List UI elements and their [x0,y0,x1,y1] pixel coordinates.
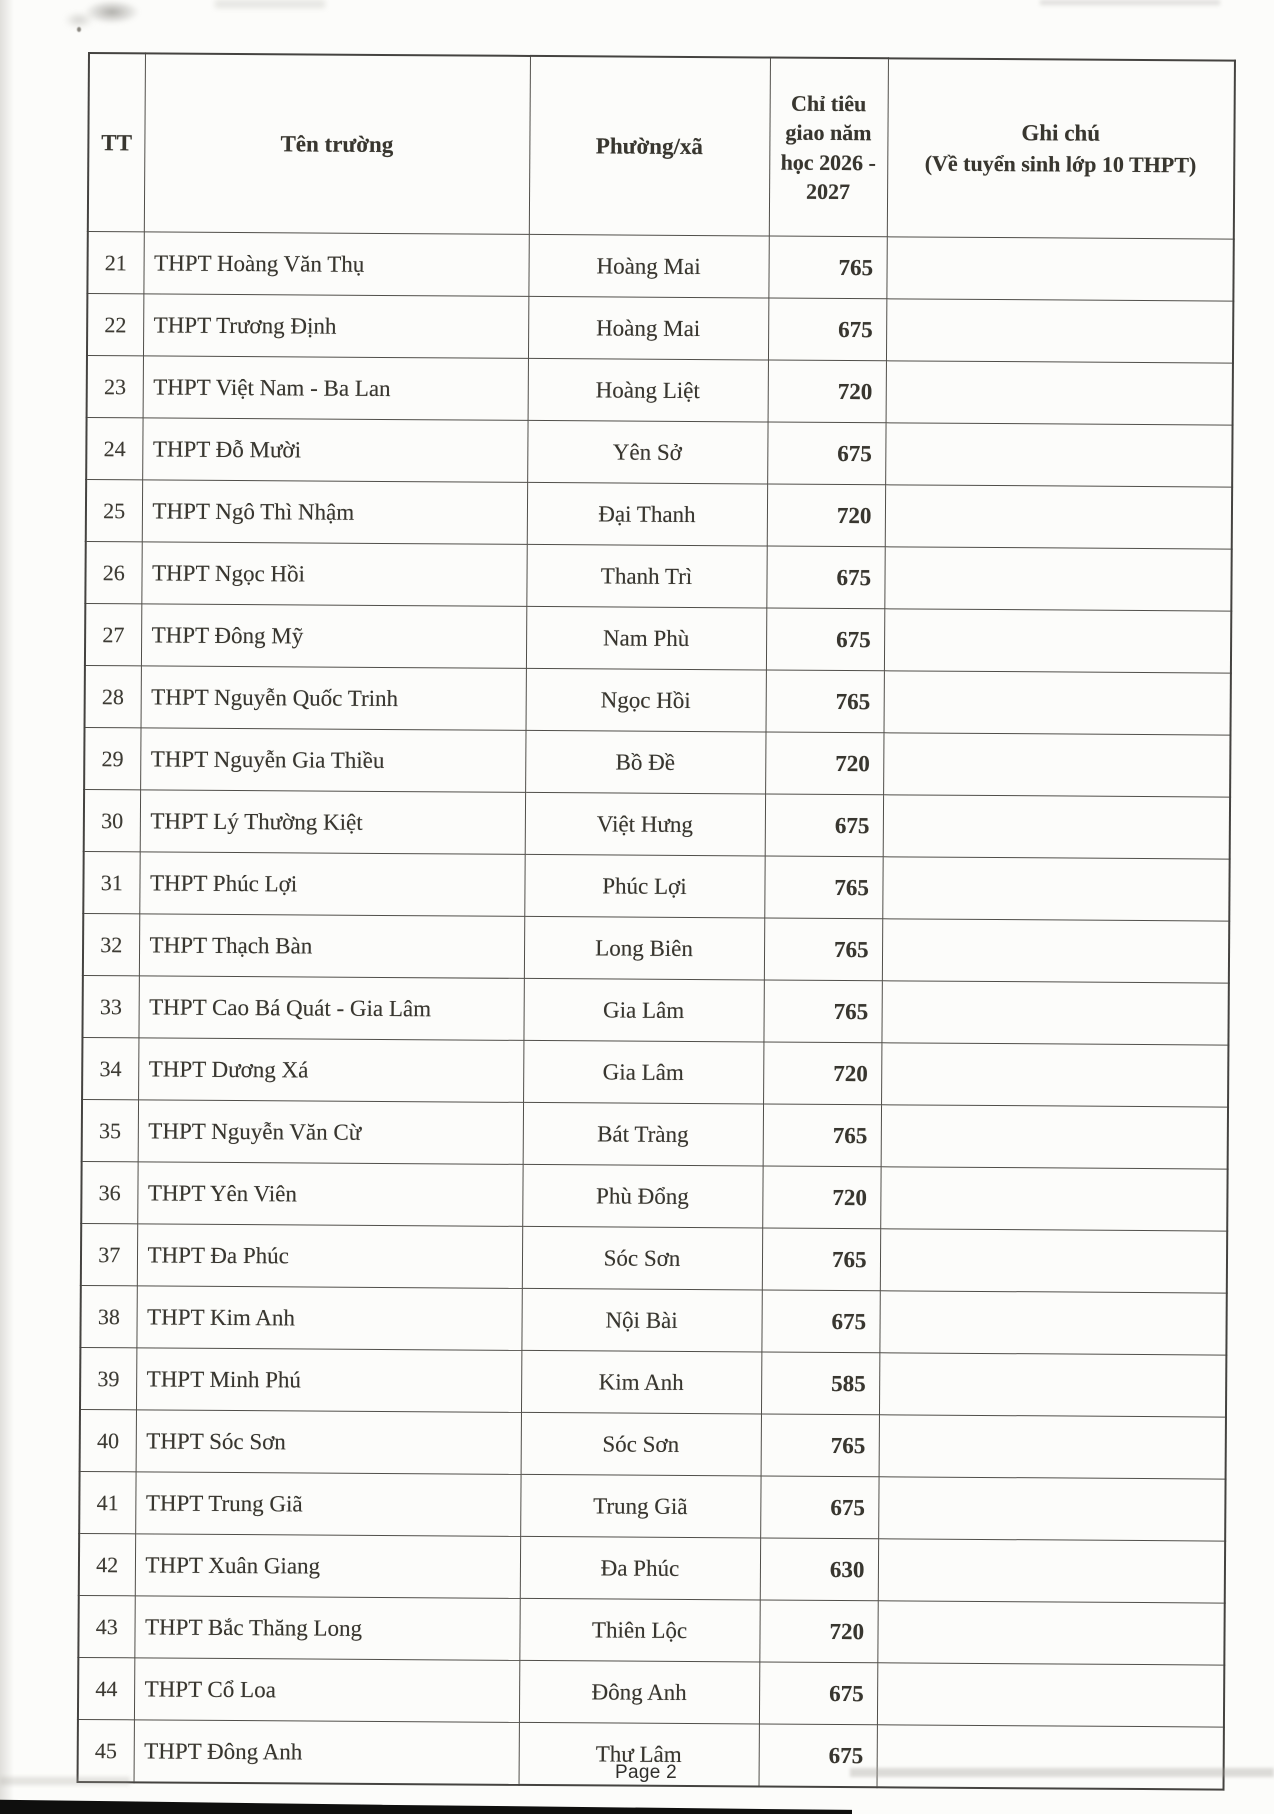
ward-cell: Sóc Sơn [522,1226,762,1290]
note-cell [881,981,1228,1045]
school-name-cell: THPT Nguyễn Quốc Trinh [141,666,526,731]
page-number: Page 2 [614,1762,678,1783]
quota-cell: 675 [766,608,884,671]
school-name-cell: THPT Trương Định [143,294,528,359]
table-row [80,1347,1226,1417]
table-row [84,727,1230,797]
note-cell [885,423,1232,487]
scan-streak [0,1777,130,1785]
row-index-cell: 43 [78,1595,134,1657]
scan-edge-shade [0,0,14,1814]
note-cell [886,299,1233,363]
table-row [85,665,1231,735]
table-row [78,1595,1224,1665]
row-index-cell: 44 [78,1657,134,1719]
table-row [78,1657,1224,1727]
quota-cell: 675 [768,298,886,361]
row-index-cell: 42 [79,1533,135,1595]
ward-cell: Bồ Đề [525,730,765,794]
ward-cell: Thiên Lộc [519,1598,759,1662]
school-name-cell: THPT Đa Phúc [137,1224,522,1289]
ward-cell: Nam Phù [526,606,766,670]
note-cell [879,1291,1226,1355]
table-row [79,1533,1225,1603]
table-row [82,975,1228,1045]
ward-cell: Bát Tràng [523,1102,763,1166]
quota-cell: 675 [759,1724,877,1787]
row-index-cell: 33 [82,975,138,1037]
school-name-cell: THPT Dương Xá [138,1038,523,1103]
header-note [887,58,1235,239]
ward-cell: Đa Phúc [520,1536,760,1600]
quota-cell: 765 [764,856,882,919]
note-cell [884,609,1231,673]
row-index-cell: 31 [83,851,139,913]
school-name-cell: THPT Nguyễn Gia Thiều [140,728,525,793]
row-index-cell: 22 [87,294,143,356]
quota-cell: 720 [765,732,883,795]
quota-cell: 585 [761,1352,879,1415]
header-school-label: Tên trường [280,130,394,157]
table-row [86,417,1232,487]
school-name-cell: THPT Trung Giã [135,1472,520,1537]
quota-cell: 765 [763,1104,881,1167]
note-cell [877,1601,1224,1665]
scan-smudge [215,0,325,8]
enrollment-quota-table [77,52,1236,1791]
ward-cell: Hoàng Mai [528,296,768,360]
ward-cell: Gia Lâm [523,1040,763,1104]
school-name-cell: THPT Cao Bá Quát - Gia Lâm [138,976,523,1041]
note-cell [886,361,1233,425]
school-name-cell: THPT Xuân Giang [135,1534,520,1599]
ward-cell: Long Biên [524,916,764,980]
note-cell [884,547,1231,611]
row-index-cell: 38 [80,1285,136,1347]
note-cell [885,485,1232,549]
quota-cell: 765 [761,1414,879,1477]
school-name-cell: THPT Thạch Bàn [139,914,524,979]
quota-cell: 765 [762,1228,880,1291]
school-name-cell: THPT Đông Mỹ [141,604,526,669]
note-cell [883,795,1230,859]
school-name-cell: THPT Lý Thường Kiệt [140,790,525,855]
table-row [81,1161,1227,1231]
note-cell [878,1539,1225,1603]
ward-cell: Yên Sở [527,420,767,484]
quota-cell: 765 [768,236,886,299]
scan-speck [77,27,81,32]
school-name-cell: THPT Cổ Loa [134,1658,519,1723]
table-row [85,541,1231,611]
school-name-cell: THPT Việt Nam - Ba Lan [143,356,528,421]
quota-cell: 765 [766,670,884,733]
ward-cell: Phù Đổng [522,1164,762,1228]
header-quota-label: Chỉ tiêu giao năm học 2026 - 2027 [780,91,877,204]
ward-cell: Ngọc Hồi [526,668,766,732]
row-index-cell: 25 [86,479,142,541]
ward-cell: Hoàng Liệt [528,358,768,422]
ward-cell: Hoàng Mai [528,234,768,298]
note-cell [877,1663,1224,1727]
note-cell [882,919,1229,983]
scan-smudge [64,12,94,28]
row-index-cell: 37 [81,1223,137,1285]
table-row [79,1471,1225,1541]
table-row [80,1285,1226,1355]
note-cell [880,1229,1227,1293]
quota-cell: 675 [759,1662,877,1725]
quota-cell: 720 [762,1166,880,1229]
table-row [84,789,1230,859]
row-index-cell: 41 [79,1471,135,1533]
note-cell [883,733,1230,797]
row-index-cell: 36 [81,1161,137,1223]
row-index-cell: 27 [85,603,141,665]
table-row [83,913,1229,983]
note-cell [879,1415,1226,1479]
school-name-cell: THPT Nguyễn Văn Cừ [138,1100,523,1165]
row-index-cell: 21 [87,232,143,294]
header-note-title: Ghi chú [1021,120,1101,146]
table-row [83,851,1229,921]
quota-cell: 720 [767,484,885,547]
school-name-cell: THPT Ngọc Hồi [141,542,526,607]
ward-cell: Trung Giã [520,1474,760,1538]
quota-cell: 675 [767,422,885,485]
school-name-cell: THPT Yên Viên [137,1162,522,1227]
note-cell [880,1167,1227,1231]
ward-cell: Sóc Sơn [521,1412,761,1476]
header-tt [88,53,145,232]
row-index-cell: 23 [87,355,143,417]
table-row [82,1037,1228,1107]
row-index-cell: 39 [80,1347,136,1409]
row-index-cell: 24 [86,417,142,479]
school-name-cell: THPT Bắc Thăng Long [134,1596,519,1661]
ward-cell: Việt Hưng [525,792,765,856]
school-name-cell: THPT Hoàng Văn Thụ [143,232,528,297]
quota-cell: 765 [763,980,881,1043]
header-school-name [144,53,530,234]
header-row [88,53,1235,239]
ward-cell: Kim Anh [521,1350,761,1414]
row-index-cell: 34 [82,1037,138,1099]
ward-cell: Phúc Lợi [524,854,764,918]
note-cell [881,1105,1228,1169]
header-quota [769,58,888,237]
quota-cell: 675 [766,546,884,609]
row-index-cell: 32 [83,913,139,975]
quota-cell: 720 [759,1600,877,1663]
header-ward [529,56,770,236]
note-cell [878,1477,1225,1541]
ward-cell: Thư Lâm [519,1722,759,1786]
table-row [82,1099,1228,1169]
ward-cell: Nội Bài [521,1288,761,1352]
row-index-cell: 45 [78,1719,134,1782]
row-index-cell: 30 [84,789,140,851]
quota-cell: 720 [763,1042,881,1105]
table-row [87,355,1233,425]
row-index-cell: 26 [85,541,141,603]
row-index-cell: 35 [82,1099,138,1161]
scan-black-bar [0,1797,852,1814]
note-cell [882,857,1229,921]
table-row [87,232,1233,302]
ward-cell: Gia Lâm [523,978,763,1042]
row-index-cell: 40 [80,1409,136,1471]
school-name-cell: THPT Minh Phú [136,1348,521,1413]
note-cell [886,237,1233,301]
scan-streak [850,1768,1274,1777]
table-row [80,1409,1226,1479]
note-cell [884,671,1231,735]
header-tt-label: TT [101,129,133,155]
school-name-cell: THPT Sóc Sơn [136,1410,521,1475]
ward-cell: Thanh Trì [526,544,766,608]
quota-cell: 765 [764,918,882,981]
note-cell [881,1043,1228,1107]
row-index-cell: 29 [84,727,140,789]
quota-cell: 630 [760,1538,878,1601]
header-ward-label: Phường/xã [595,132,704,159]
school-name-cell: THPT Đông Anh [134,1720,519,1785]
quota-cell: 675 [765,794,883,857]
quota-cell: 675 [760,1476,878,1539]
quota-cell: 720 [768,360,886,423]
scan-smudge [1040,0,1220,5]
table-row [87,294,1233,364]
ward-cell: Đại Thanh [527,482,767,546]
row-index-cell: 28 [85,665,141,727]
ward-cell: Đông Anh [519,1660,759,1724]
school-name-cell: THPT Kim Anh [136,1286,521,1351]
table-row [81,1223,1227,1293]
table-row [86,479,1232,549]
table-body [78,232,1234,1790]
quota-cell: 675 [761,1290,879,1353]
header-note-subtitle: (Về tuyển sinh lớp 10 THPT) [924,150,1197,178]
school-name-cell: THPT Ngô Thì Nhậm [142,480,527,545]
note-cell [879,1353,1226,1417]
school-name-cell: THPT Phúc Lợi [139,852,524,917]
enrollment-quota-table-wrap [77,52,1236,1791]
school-name-cell: THPT Đỗ Mười [142,418,527,483]
table-row [85,603,1231,673]
